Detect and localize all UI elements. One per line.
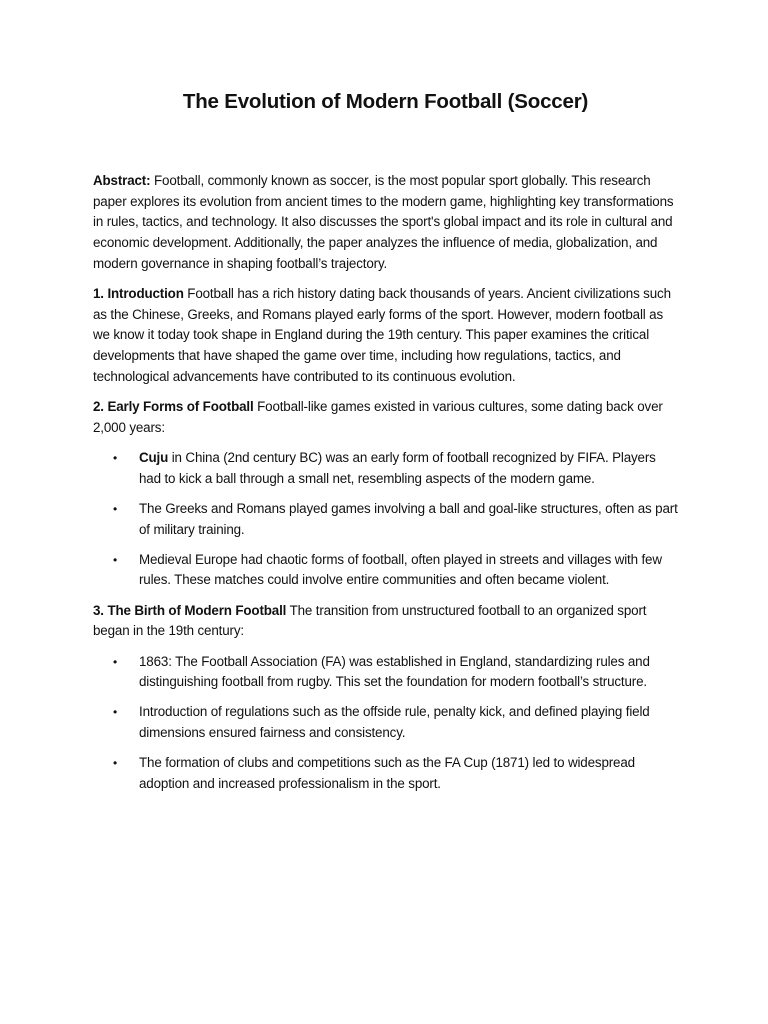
bullet-icon: • — [113, 552, 118, 567]
list-item — [93, 448, 678, 489]
early-forms-paragraph — [93, 397, 678, 438]
document-body — [93, 171, 678, 804]
list-item — [93, 702, 678, 743]
list-item-text: The Greeks and Romans played games involving a ball and goal-like structures, often as part of military training. — [139, 500, 678, 537]
bullet-icon: • — [113, 756, 118, 771]
abstract-text: Football, commonly known as soccer, is the most popular sport globally. This research paper explores its evolution from ancient times to the modern game, highlighting key transformations in rules, tactics, and technology. It also discusses the sport's global impact and its role in cultural and economic development. Additionally, the paper analyzes the influence of media, globalization, and modern governance in shaping football’s trajectory. — [93, 173, 674, 271]
abstract-label: Abstract: — [93, 173, 151, 188]
abstract-paragraph — [93, 171, 678, 275]
birth-modern-football-text: The transition from unstructured football to an organized sport began in the 19th century: — [93, 602, 647, 639]
list-item-text: in China (2nd century BC) was an early form of football recognized by FIFA. Players had to kick a ball through a small net, resembling aspects of the modern game. — [139, 449, 656, 486]
introduction-heading: 1. Introduction — [93, 286, 184, 302]
early-forms-list — [93, 448, 678, 591]
birth-modern-football-list — [93, 652, 678, 795]
bullet-icon: • — [113, 450, 118, 465]
list-item-text: The formation of clubs and competitions such as the FA Cup (1871) led to widespread adoption and increased professionalism in the sport. — [139, 755, 635, 792]
list-item-text: Introduction of regulations such as the offside rule, penalty kick, and defined playing field dimensions ensured fairness and consistency. — [139, 704, 650, 741]
list-item — [93, 652, 678, 693]
list-item-text: Medieval Europe had chaotic forms of football, often played in streets and villages with few rules. These matches could involve entire communities and often became violent. — [139, 551, 662, 588]
list-item — [93, 499, 678, 540]
bullet-icon: • — [113, 705, 118, 720]
list-item-bold: Cuju — [139, 449, 169, 465]
birth-modern-football-paragraph — [93, 601, 678, 642]
early-forms-heading: 2. Early Forms of Football — [93, 399, 254, 415]
list-item — [93, 550, 678, 591]
bullet-icon: • — [113, 501, 118, 516]
introduction-paragraph — [93, 284, 678, 388]
introduction-text: Football has a rich history dating back thousands of years. Ancient civilizations such as the Chinese, Greeks, and Romans played early forms of the sport. However, modern football as we know it today took shape in England during the 19th century. This paper examines the critical developments that have shaped the game over time, including how regulations, tactics, and technological advancements have contributed to its continuous evolution. — [93, 286, 671, 384]
birth-modern-football-heading: 3. The Birth of Modern Football — [93, 602, 287, 618]
early-forms-text: Football-like games existed in various cultures, some dating back over 2,000 years: — [93, 399, 663, 435]
list-item — [93, 753, 678, 794]
page-title: The Evolution of Modern Football (Soccer) — [182, 90, 589, 113]
list-item-text: 1863: The Football Association (FA) was established in England, standardizing rules and distinguishing football from rugby. This set the foundation for modern football’s structure. — [139, 653, 650, 690]
bullet-icon: • — [113, 654, 118, 669]
